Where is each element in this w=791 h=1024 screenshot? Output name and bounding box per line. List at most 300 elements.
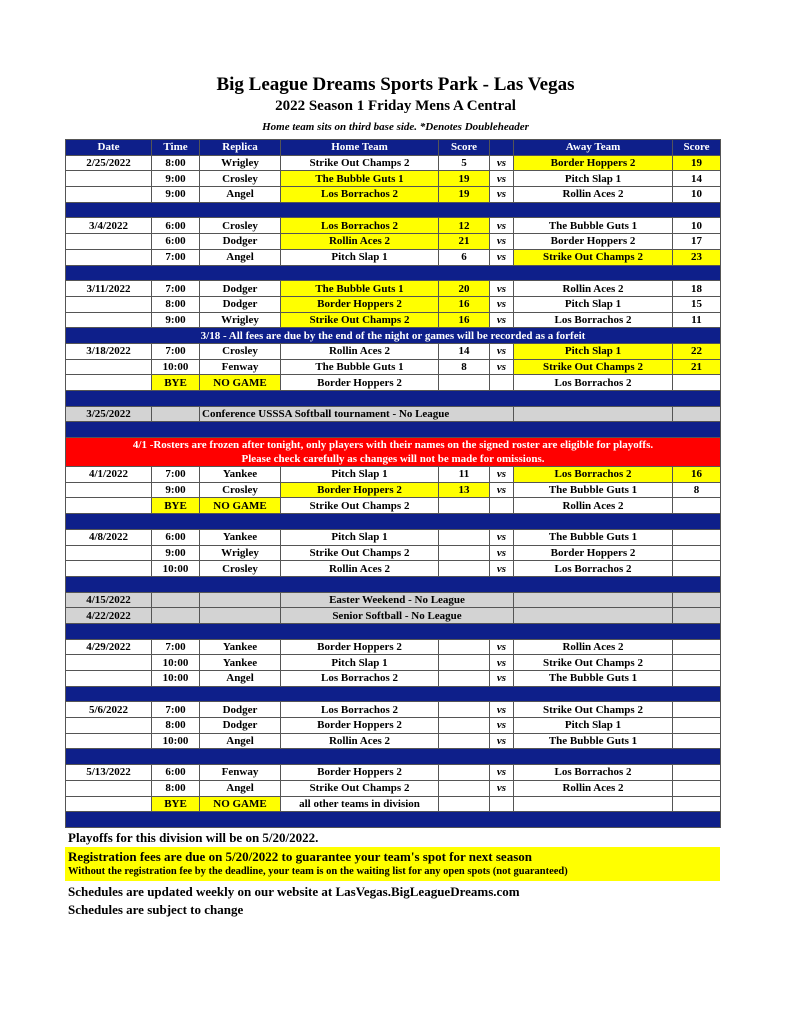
field-replica: Wrigley bbox=[200, 155, 281, 171]
home-team: Border Hoppers 2 bbox=[281, 718, 439, 734]
page-title: Big League Dreams Sports Park - Las Vegas bbox=[216, 74, 575, 95]
vs-cell: vs bbox=[490, 639, 514, 655]
game-date bbox=[66, 359, 152, 375]
away-score: 23 bbox=[673, 249, 721, 265]
vs-cell: vs bbox=[490, 561, 514, 577]
bye-home-team: all other teams in division bbox=[281, 796, 439, 812]
away-team: Border Hoppers 2 bbox=[514, 155, 673, 171]
home-score: 11 bbox=[439, 467, 490, 483]
field-replica: Crosley bbox=[200, 218, 281, 234]
website-note: Schedules are updated weekly on our website at LasVegas.BigLeagueDreams.com bbox=[68, 884, 520, 899]
field-replica: Yankee bbox=[200, 655, 281, 671]
vs-cell: vs bbox=[490, 234, 514, 250]
away-team: Rollin Aces 2 bbox=[514, 281, 673, 297]
home-team: The Bubble Guts 1 bbox=[281, 281, 439, 297]
game-row bbox=[66, 296, 721, 312]
game-time: 6:00 bbox=[152, 234, 200, 250]
vs-cell: vs bbox=[490, 529, 514, 545]
home-score bbox=[439, 733, 490, 749]
home-score bbox=[439, 498, 490, 514]
col-home-team: Home Team bbox=[281, 140, 439, 156]
vs-cell bbox=[490, 375, 514, 391]
col-replica: Replica bbox=[200, 140, 281, 156]
home-score bbox=[439, 718, 490, 734]
away-score bbox=[673, 796, 721, 812]
away-team: Rollin Aces 2 bbox=[514, 639, 673, 655]
announcement-line: Please check carefully as changes will not be made for omissions. bbox=[241, 453, 545, 466]
separator-cell bbox=[66, 265, 721, 281]
week-separator bbox=[66, 749, 721, 765]
game-time: 6:00 bbox=[152, 218, 200, 234]
home-team: Rollin Aces 2 bbox=[281, 234, 439, 250]
away-score: 22 bbox=[673, 343, 721, 359]
game-date: 4/22/2022 bbox=[66, 608, 152, 624]
vs-cell: vs bbox=[490, 312, 514, 328]
game-time: 6:00 bbox=[152, 765, 200, 781]
game-row bbox=[66, 529, 721, 545]
week-separator bbox=[66, 422, 721, 438]
game-date: 3/25/2022 bbox=[66, 406, 152, 422]
game-date bbox=[66, 671, 152, 687]
announcement-line: 3/18 - All fees are due by the end of the night or games will be recorded as a forfeit bbox=[200, 329, 586, 342]
week-separator bbox=[66, 202, 721, 218]
field-replica: Fenway bbox=[200, 765, 281, 781]
week-separator bbox=[66, 576, 721, 592]
game-time: 10:00 bbox=[152, 655, 200, 671]
bye-row bbox=[66, 375, 721, 391]
game-date bbox=[66, 249, 152, 265]
empty-cell bbox=[673, 592, 721, 608]
away-score: 14 bbox=[673, 171, 721, 187]
game-date bbox=[66, 375, 152, 391]
bye-label: BYE bbox=[152, 498, 200, 514]
game-date bbox=[66, 234, 152, 250]
vs-cell: vs bbox=[490, 765, 514, 781]
home-score bbox=[439, 375, 490, 391]
vs-cell: vs bbox=[490, 155, 514, 171]
game-row bbox=[66, 718, 721, 734]
game-row bbox=[66, 281, 721, 297]
home-score bbox=[439, 671, 490, 687]
home-score: 5 bbox=[439, 155, 490, 171]
game-date: 4/29/2022 bbox=[66, 639, 152, 655]
game-time: 8:00 bbox=[152, 155, 200, 171]
playoffs-note: Playoffs for this division will be on 5/20/2022. bbox=[68, 830, 319, 845]
away-team: The Bubble Guts 1 bbox=[514, 671, 673, 687]
no-league-row bbox=[66, 592, 721, 608]
separator-cell bbox=[66, 391, 721, 407]
field-replica: Dodger bbox=[200, 702, 281, 718]
empty-cell bbox=[152, 592, 200, 608]
field-replica: Yankee bbox=[200, 467, 281, 483]
game-time: 10:00 bbox=[152, 359, 200, 375]
away-score bbox=[673, 671, 721, 687]
empty-cell bbox=[673, 608, 721, 624]
game-time: 7:00 bbox=[152, 343, 200, 359]
game-date bbox=[66, 498, 152, 514]
home-score bbox=[439, 639, 490, 655]
vs-cell: vs bbox=[490, 545, 514, 561]
col-away-team: Away Team bbox=[514, 140, 673, 156]
registration-note: Registration fees are due on 5/20/2022 to guarantee your team's spot for next season bbox=[68, 849, 532, 864]
away-score: 10 bbox=[673, 187, 721, 203]
away-team: Los Borrachos 2 bbox=[514, 467, 673, 483]
game-date bbox=[66, 796, 152, 812]
game-date bbox=[66, 187, 152, 203]
away-score bbox=[673, 765, 721, 781]
announcement-text bbox=[66, 328, 721, 344]
home-team: Border Hoppers 2 bbox=[281, 639, 439, 655]
home-score: 6 bbox=[439, 249, 490, 265]
empty-cell bbox=[200, 608, 281, 624]
home-score bbox=[439, 545, 490, 561]
game-time: 9:00 bbox=[152, 171, 200, 187]
field-replica: Angel bbox=[200, 671, 281, 687]
vs-cell: vs bbox=[490, 733, 514, 749]
home-score: 16 bbox=[439, 312, 490, 328]
separator-cell bbox=[66, 576, 721, 592]
game-time: 10:00 bbox=[152, 561, 200, 577]
away-score: 18 bbox=[673, 281, 721, 297]
game-row bbox=[66, 218, 721, 234]
home-team: Strike Out Champs 2 bbox=[281, 780, 439, 796]
separator-cell bbox=[66, 514, 721, 530]
home-score: 14 bbox=[439, 343, 490, 359]
game-date bbox=[66, 482, 152, 498]
field-replica: Dodger bbox=[200, 281, 281, 297]
bye-away-team: Rollin Aces 2 bbox=[514, 498, 673, 514]
home-score: 12 bbox=[439, 218, 490, 234]
separator-cell bbox=[66, 749, 721, 765]
home-score bbox=[439, 765, 490, 781]
no-game-label: NO GAME bbox=[200, 796, 281, 812]
separator-cell bbox=[66, 422, 721, 438]
home-score: 19 bbox=[439, 171, 490, 187]
vs-cell: vs bbox=[490, 249, 514, 265]
week-separator bbox=[66, 623, 721, 639]
away-score bbox=[673, 498, 721, 514]
schedule-table bbox=[65, 139, 721, 828]
game-row bbox=[66, 467, 721, 483]
game-date: 3/4/2022 bbox=[66, 218, 152, 234]
game-row bbox=[66, 312, 721, 328]
away-score bbox=[673, 561, 721, 577]
vs-cell: vs bbox=[490, 343, 514, 359]
game-date bbox=[66, 545, 152, 561]
vs-cell: vs bbox=[490, 187, 514, 203]
game-time: 7:00 bbox=[152, 467, 200, 483]
vs-cell: vs bbox=[490, 359, 514, 375]
week-separator bbox=[66, 812, 721, 828]
home-score bbox=[439, 796, 490, 812]
col-time: Time bbox=[152, 140, 200, 156]
vs-cell: vs bbox=[490, 655, 514, 671]
away-score: 11 bbox=[673, 312, 721, 328]
game-time: 9:00 bbox=[152, 545, 200, 561]
away-team: The Bubble Guts 1 bbox=[514, 733, 673, 749]
bye-home-team: Border Hoppers 2 bbox=[281, 375, 439, 391]
bye-row bbox=[66, 498, 721, 514]
away-team: The Bubble Guts 1 bbox=[514, 218, 673, 234]
game-row bbox=[66, 639, 721, 655]
schedule-body bbox=[66, 155, 721, 827]
col-date: Date bbox=[66, 140, 152, 156]
vs-cell: vs bbox=[490, 718, 514, 734]
col-vs bbox=[490, 140, 514, 156]
home-team: Los Borrachos 2 bbox=[281, 218, 439, 234]
week-separator bbox=[66, 265, 721, 281]
game-time: 8:00 bbox=[152, 718, 200, 734]
game-time: 6:00 bbox=[152, 529, 200, 545]
game-date bbox=[66, 171, 152, 187]
field-replica: Angel bbox=[200, 187, 281, 203]
home-score: 13 bbox=[439, 482, 490, 498]
away-score bbox=[673, 718, 721, 734]
table-header-row bbox=[66, 140, 721, 156]
game-time: 9:00 bbox=[152, 312, 200, 328]
vs-cell: vs bbox=[490, 218, 514, 234]
field-replica: Crosley bbox=[200, 482, 281, 498]
home-team: The Bubble Guts 1 bbox=[281, 359, 439, 375]
game-date: 4/15/2022 bbox=[66, 592, 152, 608]
field-replica: Yankee bbox=[200, 639, 281, 655]
game-date bbox=[66, 655, 152, 671]
game-row bbox=[66, 359, 721, 375]
game-row bbox=[66, 249, 721, 265]
field-replica: Dodger bbox=[200, 718, 281, 734]
home-team: Los Borrachos 2 bbox=[281, 187, 439, 203]
home-team: Rollin Aces 2 bbox=[281, 733, 439, 749]
away-score: 10 bbox=[673, 218, 721, 234]
away-team: The Bubble Guts 1 bbox=[514, 529, 673, 545]
game-row bbox=[66, 765, 721, 781]
game-date: 4/1/2022 bbox=[66, 467, 152, 483]
empty-cell bbox=[514, 592, 673, 608]
home-team: Border Hoppers 2 bbox=[281, 296, 439, 312]
away-score: 16 bbox=[673, 467, 721, 483]
away-score bbox=[673, 375, 721, 391]
page-subtitle: 2022 Season 1 Friday Mens A Central bbox=[275, 98, 516, 114]
col-home-score: Score bbox=[439, 140, 490, 156]
home-team: Rollin Aces 2 bbox=[281, 343, 439, 359]
away-score: 21 bbox=[673, 359, 721, 375]
vs-cell bbox=[490, 796, 514, 812]
away-team: The Bubble Guts 1 bbox=[514, 482, 673, 498]
game-row bbox=[66, 155, 721, 171]
empty-cell bbox=[514, 608, 673, 624]
game-time: 7:00 bbox=[152, 702, 200, 718]
field-replica: Yankee bbox=[200, 529, 281, 545]
away-team: Pitch Slap 1 bbox=[514, 296, 673, 312]
game-row bbox=[66, 482, 721, 498]
empty-cell bbox=[514, 406, 673, 422]
home-score bbox=[439, 561, 490, 577]
separator-cell bbox=[66, 812, 721, 828]
game-time: 10:00 bbox=[152, 733, 200, 749]
game-date bbox=[66, 561, 152, 577]
game-row bbox=[66, 671, 721, 687]
home-score: 16 bbox=[439, 296, 490, 312]
home-team: Pitch Slap 1 bbox=[281, 467, 439, 483]
game-time: 9:00 bbox=[152, 187, 200, 203]
game-row bbox=[66, 171, 721, 187]
announcement-row bbox=[66, 438, 721, 467]
announcement-row bbox=[66, 328, 721, 344]
away-score bbox=[673, 733, 721, 749]
bye-row bbox=[66, 796, 721, 812]
week-separator bbox=[66, 686, 721, 702]
game-row bbox=[66, 561, 721, 577]
away-team: Border Hoppers 2 bbox=[514, 545, 673, 561]
game-date: 2/25/2022 bbox=[66, 155, 152, 171]
no-league-row bbox=[66, 406, 721, 422]
away-score: 19 bbox=[673, 155, 721, 171]
away-score: 17 bbox=[673, 234, 721, 250]
waiting-list-note: Without the registration fee by the deadline, your team is on the waiting list for any open spots (not guaranteed) bbox=[68, 866, 568, 877]
separator-cell bbox=[66, 202, 721, 218]
away-team: Pitch Slap 1 bbox=[514, 343, 673, 359]
bye-label: BYE bbox=[152, 375, 200, 391]
home-team: The Bubble Guts 1 bbox=[281, 171, 439, 187]
home-score: 8 bbox=[439, 359, 490, 375]
bye-home-team: Strike Out Champs 2 bbox=[281, 498, 439, 514]
game-time: 7:00 bbox=[152, 281, 200, 297]
away-score bbox=[673, 702, 721, 718]
game-time: 7:00 bbox=[152, 249, 200, 265]
game-date: 3/18/2022 bbox=[66, 343, 152, 359]
field-replica: Angel bbox=[200, 249, 281, 265]
home-score: 21 bbox=[439, 234, 490, 250]
empty-cell bbox=[200, 592, 281, 608]
week-separator bbox=[66, 514, 721, 530]
away-score bbox=[673, 655, 721, 671]
field-replica: Crosley bbox=[200, 343, 281, 359]
home-score bbox=[439, 655, 490, 671]
home-team: Border Hoppers 2 bbox=[281, 482, 439, 498]
vs-cell: vs bbox=[490, 467, 514, 483]
game-date bbox=[66, 733, 152, 749]
announcement-line: 4/1 -Rosters are frozen after tonight, only players with their names on the signed roster are eligible for playoffs. bbox=[132, 439, 654, 452]
away-team: Strike Out Champs 2 bbox=[514, 655, 673, 671]
away-score bbox=[673, 639, 721, 655]
home-score bbox=[439, 529, 490, 545]
game-time: 8:00 bbox=[152, 780, 200, 796]
vs-cell: vs bbox=[490, 281, 514, 297]
empty-cell bbox=[152, 406, 200, 422]
home-team: Pitch Slap 1 bbox=[281, 249, 439, 265]
home-team: Strike Out Champs 2 bbox=[281, 155, 439, 171]
home-team: Los Borrachos 2 bbox=[281, 671, 439, 687]
vs-cell: vs bbox=[490, 296, 514, 312]
away-score bbox=[673, 529, 721, 545]
away-score bbox=[673, 780, 721, 796]
no-league-text: Senior Softball - No League bbox=[281, 608, 514, 624]
field-replica: Crosley bbox=[200, 561, 281, 577]
game-date bbox=[66, 718, 152, 734]
game-date bbox=[66, 312, 152, 328]
game-date bbox=[66, 296, 152, 312]
game-row bbox=[66, 702, 721, 718]
field-replica: Crosley bbox=[200, 171, 281, 187]
no-game-label: NO GAME bbox=[200, 375, 281, 391]
game-row bbox=[66, 780, 721, 796]
no-league-row bbox=[66, 608, 721, 624]
bye-away-team: Los Borrachos 2 bbox=[514, 375, 673, 391]
away-team: Strike Out Champs 2 bbox=[514, 702, 673, 718]
field-replica: Fenway bbox=[200, 359, 281, 375]
vs-cell bbox=[490, 498, 514, 514]
away-team: Los Borrachos 2 bbox=[514, 765, 673, 781]
game-row bbox=[66, 655, 721, 671]
away-team: Border Hoppers 2 bbox=[514, 234, 673, 250]
game-time: 10:00 bbox=[152, 671, 200, 687]
game-date bbox=[66, 780, 152, 796]
home-team: Rollin Aces 2 bbox=[281, 561, 439, 577]
away-score: 8 bbox=[673, 482, 721, 498]
game-date: 5/13/2022 bbox=[66, 765, 152, 781]
empty-cell bbox=[673, 406, 721, 422]
game-row bbox=[66, 545, 721, 561]
game-row bbox=[66, 187, 721, 203]
home-team: Border Hoppers 2 bbox=[281, 765, 439, 781]
away-score bbox=[673, 545, 721, 561]
field-replica: Angel bbox=[200, 780, 281, 796]
vs-cell: vs bbox=[490, 482, 514, 498]
game-date: 5/6/2022 bbox=[66, 702, 152, 718]
home-score: 20 bbox=[439, 281, 490, 297]
field-replica: Dodger bbox=[200, 296, 281, 312]
game-time: 8:00 bbox=[152, 296, 200, 312]
vs-cell: vs bbox=[490, 171, 514, 187]
bye-away-team bbox=[514, 796, 673, 812]
announcement-text bbox=[66, 438, 721, 467]
home-score bbox=[439, 702, 490, 718]
game-row bbox=[66, 343, 721, 359]
field-replica: Angel bbox=[200, 733, 281, 749]
away-team: Rollin Aces 2 bbox=[514, 780, 673, 796]
home-team: Los Borrachos 2 bbox=[281, 702, 439, 718]
game-date: 3/11/2022 bbox=[66, 281, 152, 297]
no-league-text: Easter Weekend - No League bbox=[281, 592, 514, 608]
field-replica: Dodger bbox=[200, 234, 281, 250]
vs-cell: vs bbox=[490, 671, 514, 687]
no-league-text: Conference USSSA Softball tournament - No League bbox=[200, 406, 514, 422]
away-team: Strike Out Champs 2 bbox=[514, 359, 673, 375]
game-row bbox=[66, 234, 721, 250]
field-replica: Wrigley bbox=[200, 312, 281, 328]
home-score bbox=[439, 780, 490, 796]
game-row bbox=[66, 733, 721, 749]
home-team: Pitch Slap 1 bbox=[281, 529, 439, 545]
away-team: Rollin Aces 2 bbox=[514, 187, 673, 203]
away-score: 15 bbox=[673, 296, 721, 312]
bye-label: BYE bbox=[152, 796, 200, 812]
change-note: Schedules are subject to change bbox=[68, 902, 244, 917]
away-team: Strike Out Champs 2 bbox=[514, 249, 673, 265]
empty-cell bbox=[152, 608, 200, 624]
game-time: 9:00 bbox=[152, 482, 200, 498]
home-score: 19 bbox=[439, 187, 490, 203]
separator-cell bbox=[66, 686, 721, 702]
home-team: Strike Out Champs 2 bbox=[281, 545, 439, 561]
vs-cell: vs bbox=[490, 702, 514, 718]
away-team: Pitch Slap 1 bbox=[514, 171, 673, 187]
no-game-label: NO GAME bbox=[200, 498, 281, 514]
week-separator bbox=[66, 391, 721, 407]
field-replica: Wrigley bbox=[200, 545, 281, 561]
separator-cell bbox=[66, 623, 721, 639]
home-team: Strike Out Champs 2 bbox=[281, 312, 439, 328]
